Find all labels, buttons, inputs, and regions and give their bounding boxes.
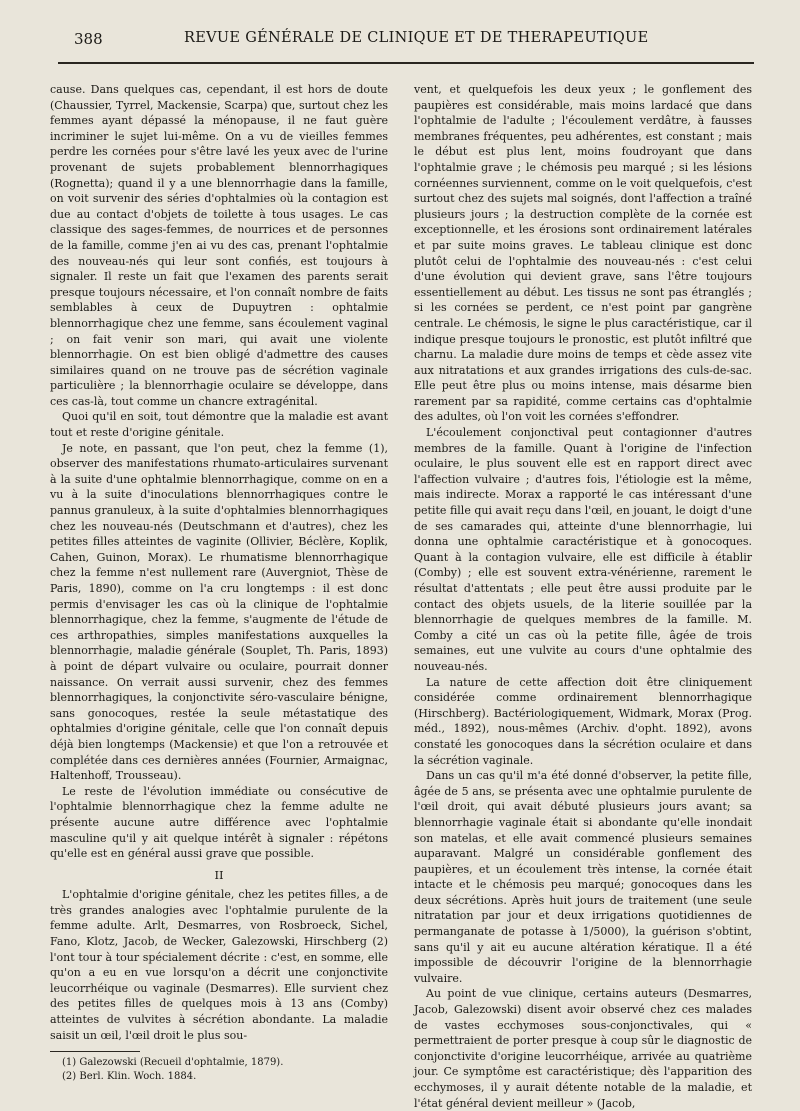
footnote-rule [50,1051,140,1052]
paragraph: Le reste de l'évolution immédiate ou consécutive de l'ophtalmie blennorrhagique chez la femme adulte ne présente aucune autre différence avec l'ophtalmie masculine qu'il y ait quelque intérêt à signaler : répétons qu'elle est en général aussi grave que possible. [50,784,388,861]
paragraph: L'écoulement conjonctival peut contagionner d'autres membres de la famille. Quant à l'origine de l'infection oculaire, le plus souvent elle est en rapport direct avec l'affection vulvaire ; d'autres fois, l'étiologie est la même, mais indirecte. Morax a rapporté le cas intéressant d'une petite fille qui avait reçu dans l'œil, en jouant, le doigt d'une de ses camarades qui, atteinte d'une blennorrhagie, lui donna une ophtalmie caractéristique et à gonocoques. Quant à la contagion vulvaire, elle est difficile à établir (Comby) ; elle est souvent extra-vénérienne, rarement le résultat d'attentats ; elle peut être aussi produite par le contact des objets usuels, de la literie souillée par la blennorrhagie de quelques membres de la famille. M. Comby a cité un cas où la petite fille, âgée de trois semaines, eut une vulvite au cours d'une ophtalmie des nouveau-nés. [414,426,752,673]
page-header [74,30,754,52]
right-column [414,82,752,1111]
paragraph: cause. Dans quelques cas, cependant, il est hors de doute (Chaussier, Tyrrel, Mackensie, Scarpa) que, surtout chez les femmes ayant dépassé la ménopause, il ne faut guère incriminer le sujet lui-même. On a vu de vieilles femmes perdre les cornées pour s'être lavé les yeux avec de l'urine provenant de sujets probablement blennorrhagiques (Rognetta); quand il y a une blennorrhagie dans la famille, on voit survenir des séries d'ophtalmies où la contagion est due au contact d'objets de toilette à tous usages. Le cas classique des sages-femmes, de nourrices et de personnes de la famille, comme j'en ai vu des cas, prenant l'ophtalmie des nouveau-nés qui leur sont confiés, est toujours à signaler. Il reste un fait que l'examen des parents serait presque toujours nécessaire, et l'on connaît nombre de faits semblables à ceux de Dupuytren : ophtalmie blennorrhagique chez une femme, sans écoulement vaginal ; on fait venir son mari, qui avait une violente blennorrhagie. On est bien obligé d'admettre des causes similaires quand on ne trouve pas de sécrétion vaginale particulière ; la blennorrhagie oculaire se développe, dans ces cas-là, tout comme un chancre extragénital. [50,83,388,408]
footnote: (1) Galezowski (Recueil d'ophtalmie, 1879). [62,1057,284,1069]
paragraph: La nature de cette affection doit être cliniquement considérée comme ordinairement blennorrhagique (Hirschberg). Bactériologiquement, Widmark, Morax (Prog. méd., 1892), nous-mêmes (Archiv. d'opht. 1892), avons constaté les gonocoques dans la sécrétion oculaire et dans la sécrétion vaginale. [414,675,752,767]
paragraph: Je note, en passant, que l'on peut, chez la femme (1), observer des manifestations rhumato-articulaires survenant à la suite d'une ophtalmie blennorrhagique, comme on en a vu à la suite d'inoculations blennorrhagiques contre le pannus granuleux, à la suite d'ophtalmies blennorrhagiques chez les nouveau-nés (Deutschmann et d'autres), chez les petites filles atteintes de vaginite (Ollivier, Béclère, Koplik, Cahen, Guinon, Morax). Le rhumatisme blennorrhagique chez la femme n'est nullement rare (Auvergniot, Thèse de Paris, 1890), comme on l'a cru longtemps : il est donc permis d'envisager les cas où la clinique de l'ophtalmie blennorrhagique, chez la femme, s'augmente de l'étude de ces arthropathies, simples manifestations auxquelles la blennorrhagie, maladie générale (Souplet, Th. Paris, 1893) à point de départ vulvaire ou oculaire, pourrait donner naissance. On verrait aussi survenir, chez des femmes blennorrhagiques, la conjonctivite séro-vasculaire bénigne, sans gonocoques, restée la seule métastatique des ophtalmies d'origine génitale, celle que l'on connaît depuis déjà bien longtemps (Mackensie) et que l'on a retrouvée et complétée dans ces dernières années (Fournier, Armaignac, Haltenhoff, Trousseau). [50,441,388,783]
section-number: II [214,867,224,882]
page-number: 388 [74,30,103,48]
footnote: (2) Berl. Klin. Woch. 1884. [62,1071,197,1083]
header-rule [58,62,754,64]
running-title: REVUE GÉNÉRALE DE CLINIQUE ET DE THERAPEUTIQUE [184,30,649,46]
paragraph: Dans un cas qu'il m'a été donné d'observer, la petite fille, âgée de 5 ans, se présenta avec une ophtalmie purulente de l'œil droit, qui avait débuté plusieurs jours avant; sa blennorrhagie vaginale était si abondante qu'elle inondait son matelas, et elle avait commencé plusieurs semaines auparavant. Malgré un considérable gonflement des paupières, et un écoulement très intense, la cornée était intacte et le chémosis peu marqué; gonocoques dans les deux sécrétions. Après huit jours de traitement (une seule nitratation par jour et deux irrigations quotidiennes de permanganate de potasse à 1/5000), la guérison s'obtint, sans qu'il y ait eu aucune altération kératique. Il a été impossible de découvrir l'origine de la blennorrhagie vulvaire. [414,769,752,985]
paragraph: L'ophtalmie d'origine génitale, chez les petites filles, a de très grandes analogies avec l'ophtalmie purulente de la femme adulte. Arlt, Desmarres, von Rosbroeck, Sichel, Fano, Klotz, Jacob, de Wecker, Galezowski, Hirschberg (2) l'ont tour à tour spécialement décrite : c'est, en somme, elle qu'on a eu en vue lorsqu'on a décrit une conjonctivite leucorrhéique ou vaginale (Desmarres). Elle survient chez des petites filles de quelques mois à 13 ans (Comby) atteintes de vulvites à sécrétion abondante. La maladie saisit un œil, l'œil droit le plus sou- [50,888,388,1042]
paragraph: Au point de vue clinique, certains auteurs (Desmarres, Jacob, Galezowski) disent avoir observé chez ces malades de vastes ecchymoses sous-conjonctivales, qui « permettraient de porter presque à coup sûr le diagnostic de conjonctivite d'origine leucorrhéique, arrivée au quatrième jour. Ce symptôme est caractéristique; dès l'apparition des ecchymoses, il y aurait détente notable de la maladie, et l'état général devient meilleur » (Jacob, [414,987,752,1110]
left-column [50,82,388,1084]
paragraph: vent, et quelquefois les deux yeux ; le gonflement des paupières est considérable, mais moins lardacé que dans l'ophtalmie de l'adulte ; l'écoulement verdâtre, à fausses membranes fréquentes, peu adhérentes, est constant ; mais le début est plus lent, moins foudroyant que dans l'ophtalmie grave ; le chémosis peu marqué ; si les lésions cornéennes surviennent, comme on le voit quelquefois, c'est surtout chez des sujets mal soignés, dont l'affection a traîné plusieurs jours ; la destruction complète de la cornée est exceptionnelle, et les érosions sont ordinairement latérales et par suite moins graves. Le tableau clinique est donc plutôt celui de l'ophtalmie des nouveau-nés : c'est celui d'une évolution qui devient grave, sans l'être toujours essentiellement au début. Les tissus ne sont pas étranglés ; si les cornées se perdent, ce n'est point par gangrène centrale. Le chémosis, le signe le plus caractéristique, car il indique presque toujours le pronostic, est plutôt infiltré que charnu. La maladie dure moins de temps et cède assez vite aux nitratations et aux grandes irrigations des culs-de-sac. Elle peut être plus ou moins intense, mais désarme bien rarement par sa rapidité, comme certains cas d'ophtalmie des adultes, où l'on voit les cornées s'effondrer. [414,83,752,424]
paragraph: Quoi qu'il en soit, tout démontre que la maladie est avant tout et reste d'origine génitale. [50,410,388,440]
